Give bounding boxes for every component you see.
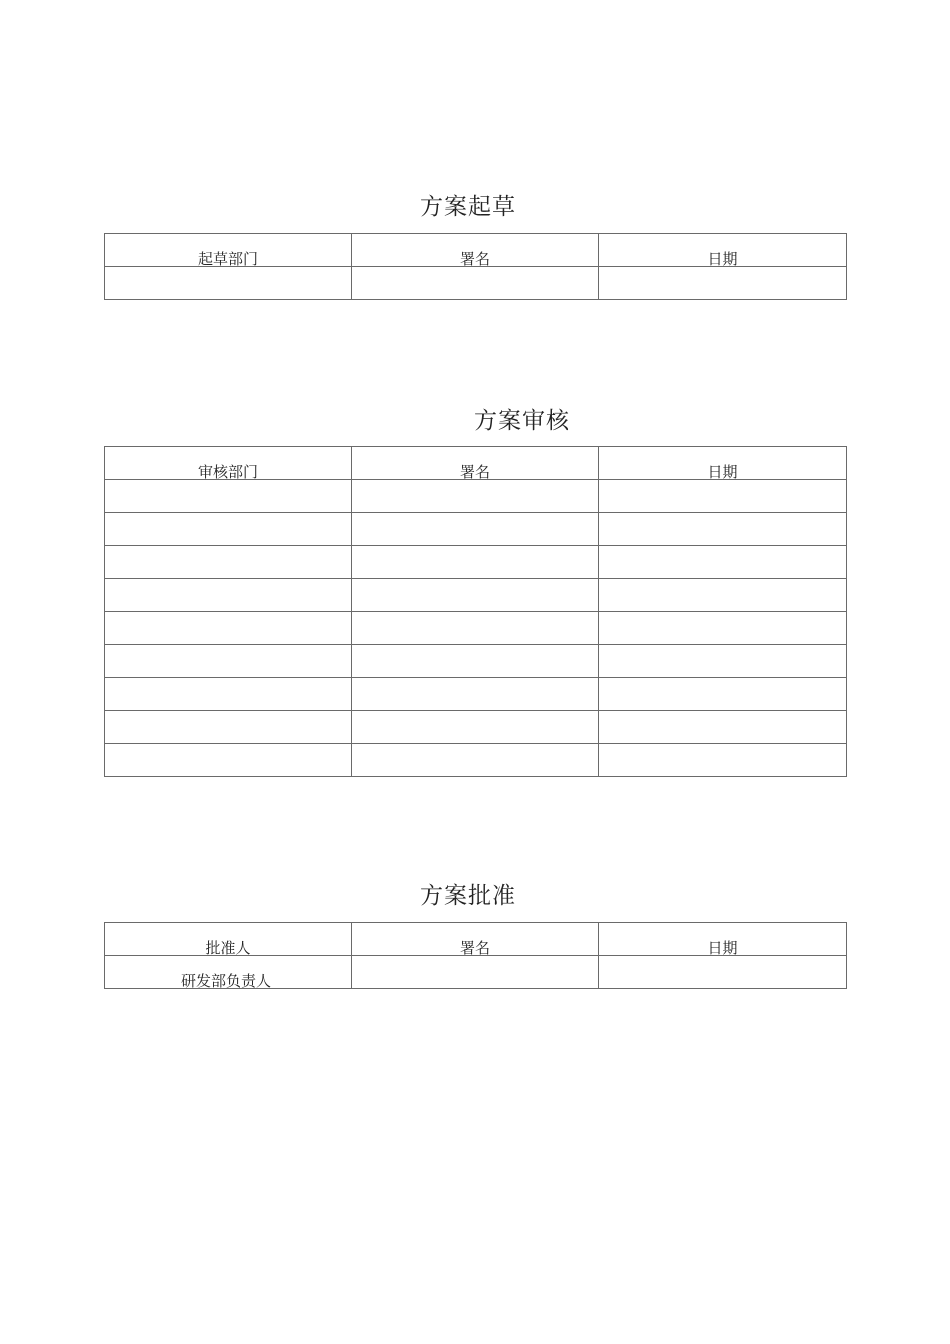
review-header-date: 日期 — [599, 447, 847, 480]
approval-cell-date[interactable] — [599, 956, 847, 989]
table-row — [105, 579, 847, 612]
approval-title: 方案批准 — [420, 883, 516, 909]
review-cell-date[interactable] — [599, 579, 847, 612]
review-cell-signature[interactable] — [352, 579, 599, 612]
approval-header-row — [105, 923, 847, 956]
table-row — [105, 711, 847, 744]
review-header-dept: 审核部门 — [105, 447, 352, 480]
draft-cell-signature[interactable] — [352, 267, 599, 300]
draft-cell-dept[interactable] — [105, 267, 352, 300]
review-cell-dept[interactable] — [105, 579, 352, 612]
table-row — [105, 513, 847, 546]
review-cell-date[interactable] — [599, 513, 847, 546]
table-row — [105, 546, 847, 579]
review-cell-date[interactable] — [599, 612, 847, 645]
review-cell-date[interactable] — [599, 645, 847, 678]
review-cell-signature[interactable] — [352, 612, 599, 645]
review-cell-dept[interactable] — [105, 678, 352, 711]
draft-header-row — [105, 234, 847, 267]
review-cell-signature[interactable] — [352, 711, 599, 744]
review-cell-dept[interactable] — [105, 546, 352, 579]
review-cell-signature[interactable] — [352, 645, 599, 678]
review-cell-date[interactable] — [599, 546, 847, 579]
review-cell-date[interactable] — [599, 744, 847, 777]
table-row — [105, 480, 847, 513]
review-cell-dept[interactable] — [105, 513, 352, 546]
review-table — [104, 446, 847, 777]
review-cell-signature[interactable] — [352, 744, 599, 777]
draft-title: 方案起草 — [420, 194, 516, 220]
review-cell-dept[interactable] — [105, 480, 352, 513]
approval-cell-approver — [105, 956, 352, 989]
approval-cell-signature[interactable] — [352, 956, 599, 989]
review-cell-dept[interactable] — [105, 612, 352, 645]
table-row — [105, 645, 847, 678]
review-cell-dept[interactable] — [105, 711, 352, 744]
review-header-signature: 署名 — [352, 447, 599, 480]
approval-table — [104, 922, 847, 989]
draft-cell-date[interactable] — [599, 267, 847, 300]
review-cell-signature[interactable] — [352, 546, 599, 579]
review-cell-date[interactable] — [599, 678, 847, 711]
table-row — [105, 678, 847, 711]
review-cell-signature[interactable] — [352, 513, 599, 546]
approval-header-approver: 批准人 — [105, 923, 352, 956]
draft-header-dept: 起草部门 — [105, 234, 352, 267]
draft-table — [104, 233, 847, 300]
review-header-row — [105, 447, 847, 480]
review-cell-signature[interactable] — [352, 480, 599, 513]
approver-role: 研发部负责人 — [180, 972, 271, 990]
table-row — [105, 267, 847, 300]
review-title: 方案审核 — [474, 408, 570, 434]
table-row — [105, 744, 847, 777]
draft-header-date: 日期 — [599, 234, 847, 267]
review-cell-signature[interactable] — [352, 678, 599, 711]
draft-header-signature: 署名 — [352, 234, 599, 267]
approval-header-date: 日期 — [599, 923, 847, 956]
review-cell-dept[interactable] — [105, 744, 352, 777]
approval-header-signature: 署名 — [352, 923, 599, 956]
table-row — [105, 956, 847, 989]
review-cell-date[interactable] — [599, 480, 847, 513]
table-row — [105, 612, 847, 645]
review-cell-dept[interactable] — [105, 645, 352, 678]
review-cell-date[interactable] — [599, 711, 847, 744]
